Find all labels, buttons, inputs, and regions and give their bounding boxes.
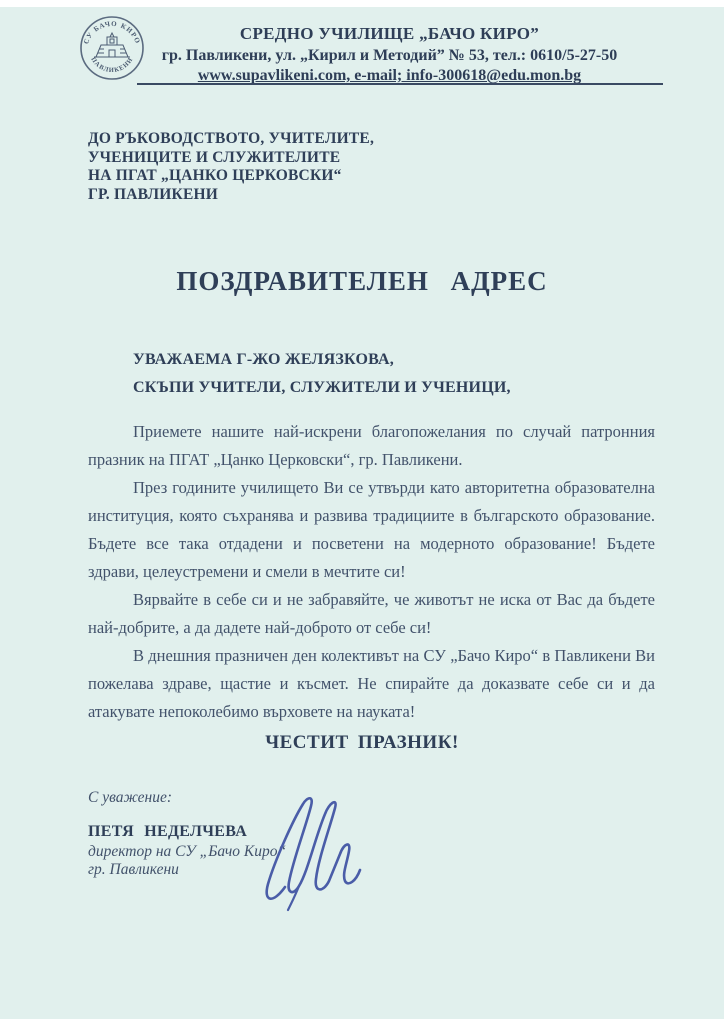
letterhead-school-name: СРЕДНО УЧИЛИЩЕ „БАЧО КИРО” (239, 24, 540, 43)
seal-top-text: СУ БАЧО КИРО (82, 19, 142, 46)
paragraph: Приемете нашите най-искрени благопожелания по случай патронния празник на ПГАТ „Цанко Церковски“, гр. Павликени. (88, 422, 655, 469)
paragraph: Вярвайте в себе си и не забравяйте, че животът не иска от Вас да бъдете най-добрите, а да дадете най-доброто от себе си! (88, 590, 655, 637)
paragraph: През годините училището Ви се утвърди като авторитетна образователна институция, която съхранява и развива традициите в българското образование. Бъдете все така отдадени и посветени на модерното образование! Бъдете здрави, целеустремени и смели в мечтите си! (88, 478, 655, 581)
signature-regards: С уважение: (88, 789, 173, 806)
closing-heading: ЧЕСТИТ ПРАЗНИК! (265, 732, 459, 753)
recipient-line: УЧЕНИЦИТЕ И СЛУЖИТЕЛИТЕ (88, 148, 341, 166)
document-title: ПОЗДРАВИТЕЛЕН АДРЕС (176, 266, 548, 296)
recipient-line: ГР. ПАВЛИКЕНИ (88, 185, 219, 203)
signatory-city: гр. Павликени (88, 861, 179, 878)
letterhead-address-line: гр. Павликени, ул. „Кирил и Методий” № 53, тел.: 0610/5-27-50 (161, 47, 618, 64)
seal-bottom-text: ПАВЛИКЕНИ (89, 56, 135, 75)
recipient-block (88, 130, 374, 204)
salutation-line: УВАЖАЕМА Г-ЖО ЖЕЛЯЗКОВА, (133, 351, 394, 368)
signatory-name: ПЕТЯ НЕДЕЛЧЕВА (88, 823, 248, 840)
salutation-block (133, 346, 511, 402)
signatory-role: директор на СУ „Бачо Киро“ (88, 843, 287, 860)
paragraph: В днешния празничен ден колективът на СУ „Бачо Киро“ в Павликени Ви пожелава здраве, щастие и късмет. Не спирайте да доказвате себе си и да атакувате непоколебимо върховете на науката! (88, 646, 655, 721)
letterhead-divider (137, 83, 663, 85)
recipient-line: ДО РЪКОВОДСТВОТО, УЧИТЕЛИТЕ, (88, 130, 375, 147)
letter-body (88, 418, 655, 726)
letterhead (95, 24, 684, 85)
recipient-line: НА ПГАТ „ЦАНКО ЦЕРКОВСКИ“ (88, 167, 342, 184)
salutation-line: СКЪПИ УЧИТЕЛИ, СЛУЖИТЕЛИ И УЧЕНИЦИ, (133, 379, 511, 396)
handwritten-signature (255, 792, 365, 912)
letterhead-contact-line: www.supavlikeni.com, e-mail; info-300618@edu.mon.bg (197, 67, 582, 84)
